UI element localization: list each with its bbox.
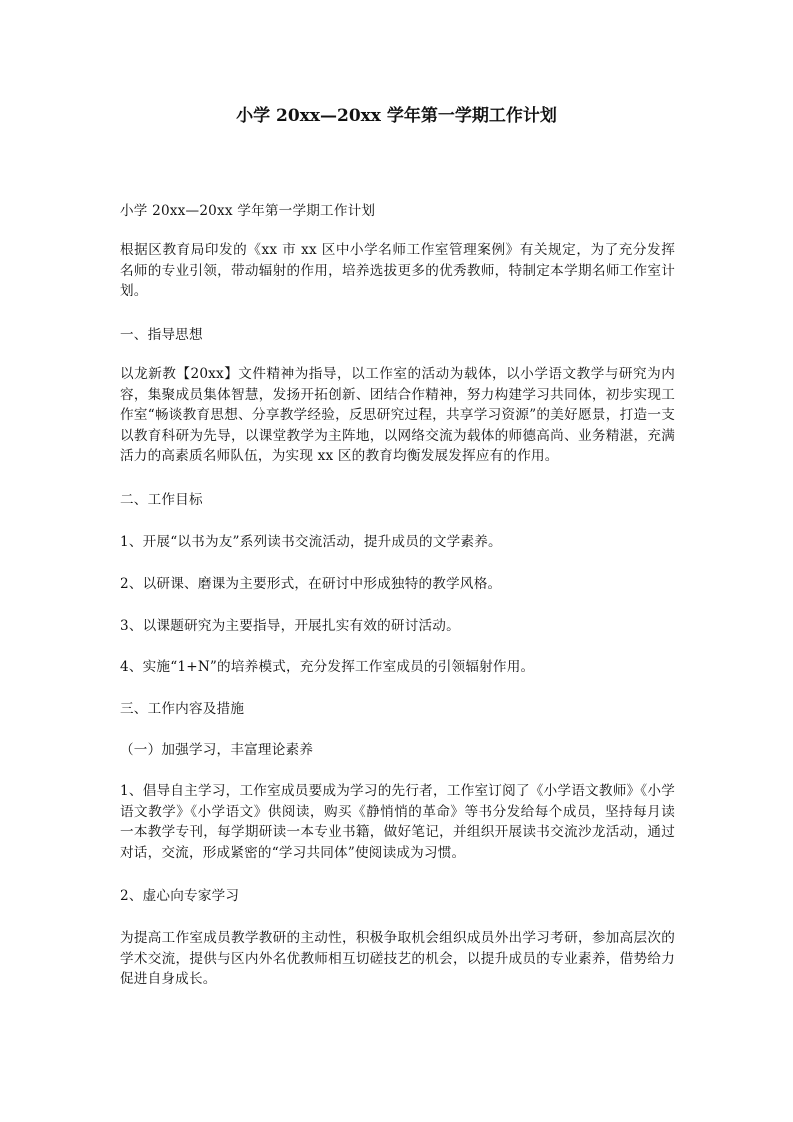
document-title: 小学 20xx—20xx 学年第一学期工作计划	[236, 106, 557, 126]
measure-2-paragraph: 为提高工作室成员教学教研的主动性，积极争取机会组织成员外出学习考研，参加高层次的学术交流，提供与区内外名优教师相互切磋技艺的机会，以提升成员的专业素养，借势给力促进自身成长。	[120, 930, 675, 987]
goal-item-1: 1、开展“以书为友”系列读书交流活动，提升成员的文学素养。	[120, 534, 502, 550]
goal-item-2: 2、以研课、磨课为主要形式，在研讨中形成独特的教学风格。	[120, 576, 502, 592]
section-heading-work-goals: 二、工作目标	[120, 492, 203, 508]
subtitle-paragraph: 小学 20xx—20xx 学年第一学期工作计划	[120, 203, 376, 219]
guiding-thought-paragraph: 以龙新教【20xx】文件精神为指导，以工作室的活动为载体，以小学语文教学与研究为内容，集聚成员集体智慧，发扬开拓创新、团结合作精神，努力构建学习共同体，初步实现工作室“畅谈教育思想、分享教学经验，反思研究过程，共享学习资源”的美好愿景，打造一支以教育科研为先导，以课堂教学为主阵地，以网络交流为载体的师德高尚、业务精湛，充满活力的高素质名师队伍，为实现 xx 区的教育均衡发展发挥应有的作用。	[120, 366, 675, 464]
measure-1-paragraph: 1、倡导自主学习，工作室成员要成为学习的先行者，工作室订阅了《小学语文教师》《小学语文教学》《小学语文》供阅读，购买《静悄悄的革命》等书分发给每个成员，坚持每月读一本教学专刊，每学期研读一本专业书籍，做好笔记，并组织开展读书交流沙龙活动，通过对话，交流，形成紧密的“学习共同体”使阅读成为习惯。	[120, 783, 675, 861]
goal-item-4: 4、实施“1+N”的培养模式，充分发挥工作室成员的引领辐射作用。	[120, 659, 535, 675]
measure-2-heading: 2、虚心向专家学习	[120, 888, 240, 904]
subheading-strengthen-learning: （一）加强学习，丰富理论素养	[120, 742, 314, 758]
section-heading-guiding-thought: 一、指导思想	[120, 327, 203, 343]
goal-item-3: 3、以课题研究为主要指导，开展扎实有效的研讨活动。	[120, 618, 460, 634]
intro-paragraph: 根据区教育局印发的《xx 市 xx 区中小学名师工作室管理案例》有关规定，为了充分发挥名师的专业引领，带动辐射的作用，培养选拔更多的优秀教师，特制定本学期名师工作室计划。	[120, 242, 675, 299]
section-heading-measures: 三、工作内容及措施	[120, 701, 245, 717]
